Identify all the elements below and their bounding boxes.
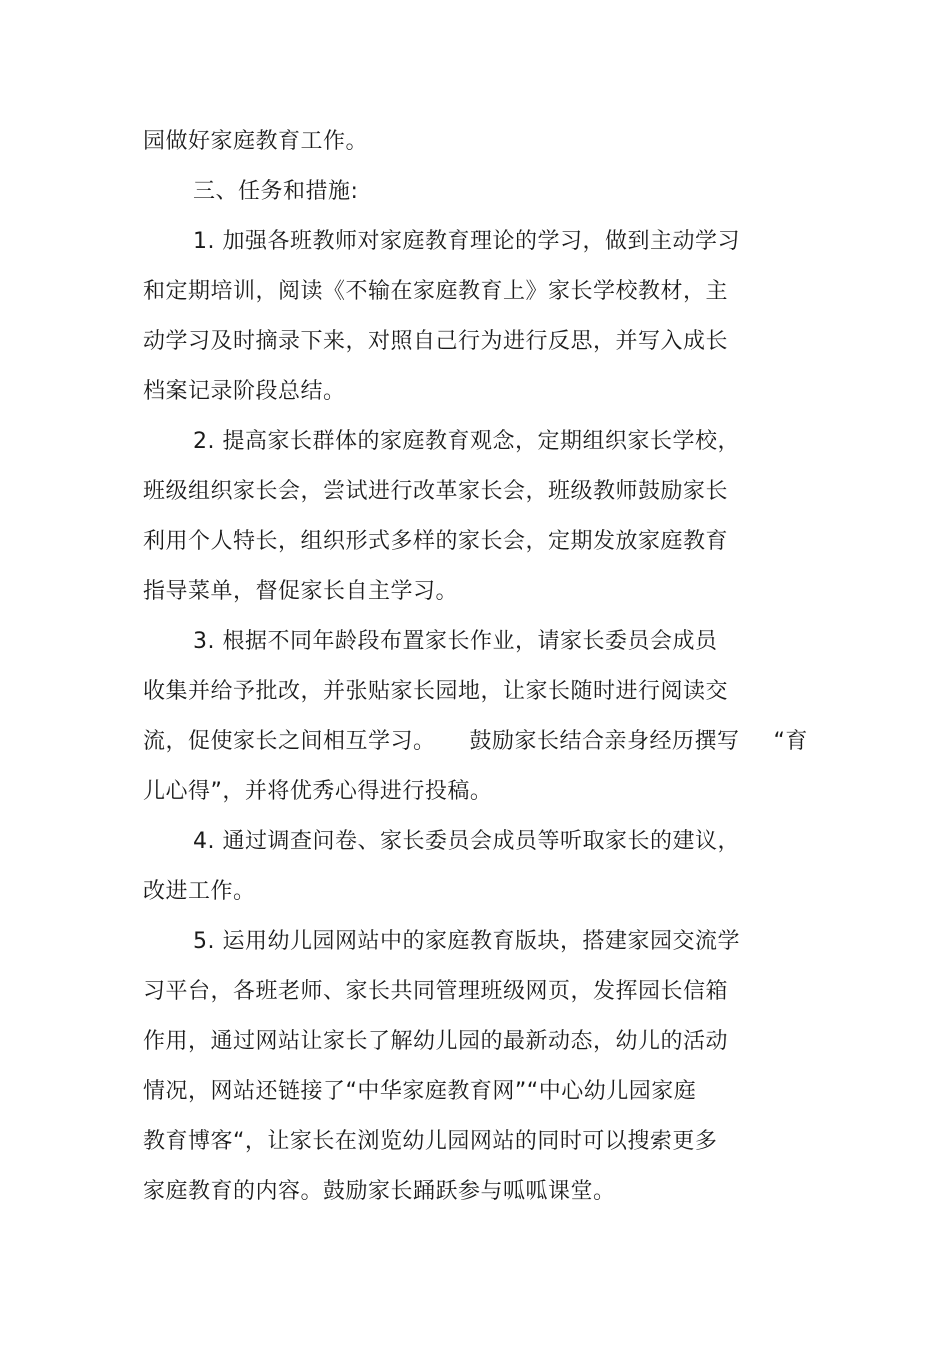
paragraph-line: 档案记录阶段总结。 bbox=[143, 379, 346, 404]
line-segment: “育 bbox=[773, 729, 808, 754]
paragraph-line bbox=[143, 727, 808, 757]
paragraph-line: 儿心得”，并将优秀心得进行投稿。 bbox=[143, 779, 493, 804]
paragraph-line: 和定期培训，阅读《不输在家庭教育上》家长学校教材，主 bbox=[143, 279, 729, 304]
paragraph-line: 2. 提高家长群体的家庭教育观念，定期组织家长学校， bbox=[193, 429, 740, 454]
paragraph-line: 家庭教育的内容。鼓励家长踊跃参与呱呱课堂。 bbox=[143, 1179, 616, 1204]
paragraph-line: 习平台，各班老师、家长共同管理班级网页，发挥园长信箱 bbox=[143, 979, 729, 1004]
paragraph-line: 1. 加强各班教师对家庭教育理论的学习，做到主动学习 bbox=[193, 229, 740, 254]
paragraph-line: 3. 根据不同年龄段布置家长作业，请家长委员会成员 bbox=[193, 629, 718, 654]
line-segment: 鼓励家长结合亲身经历撰写 bbox=[469, 729, 740, 754]
line-segment: 流，促使家长之间相互学习。 bbox=[143, 729, 436, 754]
paragraph-line: 动学习及时摘录下来，对照自己行为进行反思，并写入成长 bbox=[143, 329, 729, 354]
paragraph-line: 情况，网站还链接了“中华家庭教育网”“中心幼儿园家庭 bbox=[143, 1079, 697, 1104]
paragraph-line: 园做好家庭教育工作。 bbox=[143, 129, 369, 154]
paragraph-line: 指导菜单，督促家长自主学习。 bbox=[143, 579, 459, 604]
paragraph-line: 5. 运用幼儿园网站中的家庭教育版块，搭建家园交流学 bbox=[193, 929, 740, 954]
paragraph-line: 教育博客“，让家长在浏览幼儿园网站的同时可以搜索更多 bbox=[143, 1129, 718, 1154]
paragraph-line: 4. 通过调查问卷、家长委员会成员等听取家长的建议， bbox=[193, 829, 740, 854]
paragraph-line: 收集并给予批改，并张贴家长园地，让家长随时进行阅读交 bbox=[143, 679, 729, 704]
paragraph-line: 班级组织家长会，尝试进行改革家长会，班级教师鼓励家长 bbox=[143, 479, 729, 504]
paragraph-line: 改进工作。 bbox=[143, 879, 256, 904]
section-heading: 三、任务和措施: bbox=[193, 179, 359, 204]
paragraph-line: 作用，通过网站让家长了解幼儿园的最新动态，幼儿的活动 bbox=[143, 1029, 729, 1054]
paragraph-line: 利用个人特长，组织形式多样的家长会，定期发放家庭教育 bbox=[143, 529, 729, 554]
